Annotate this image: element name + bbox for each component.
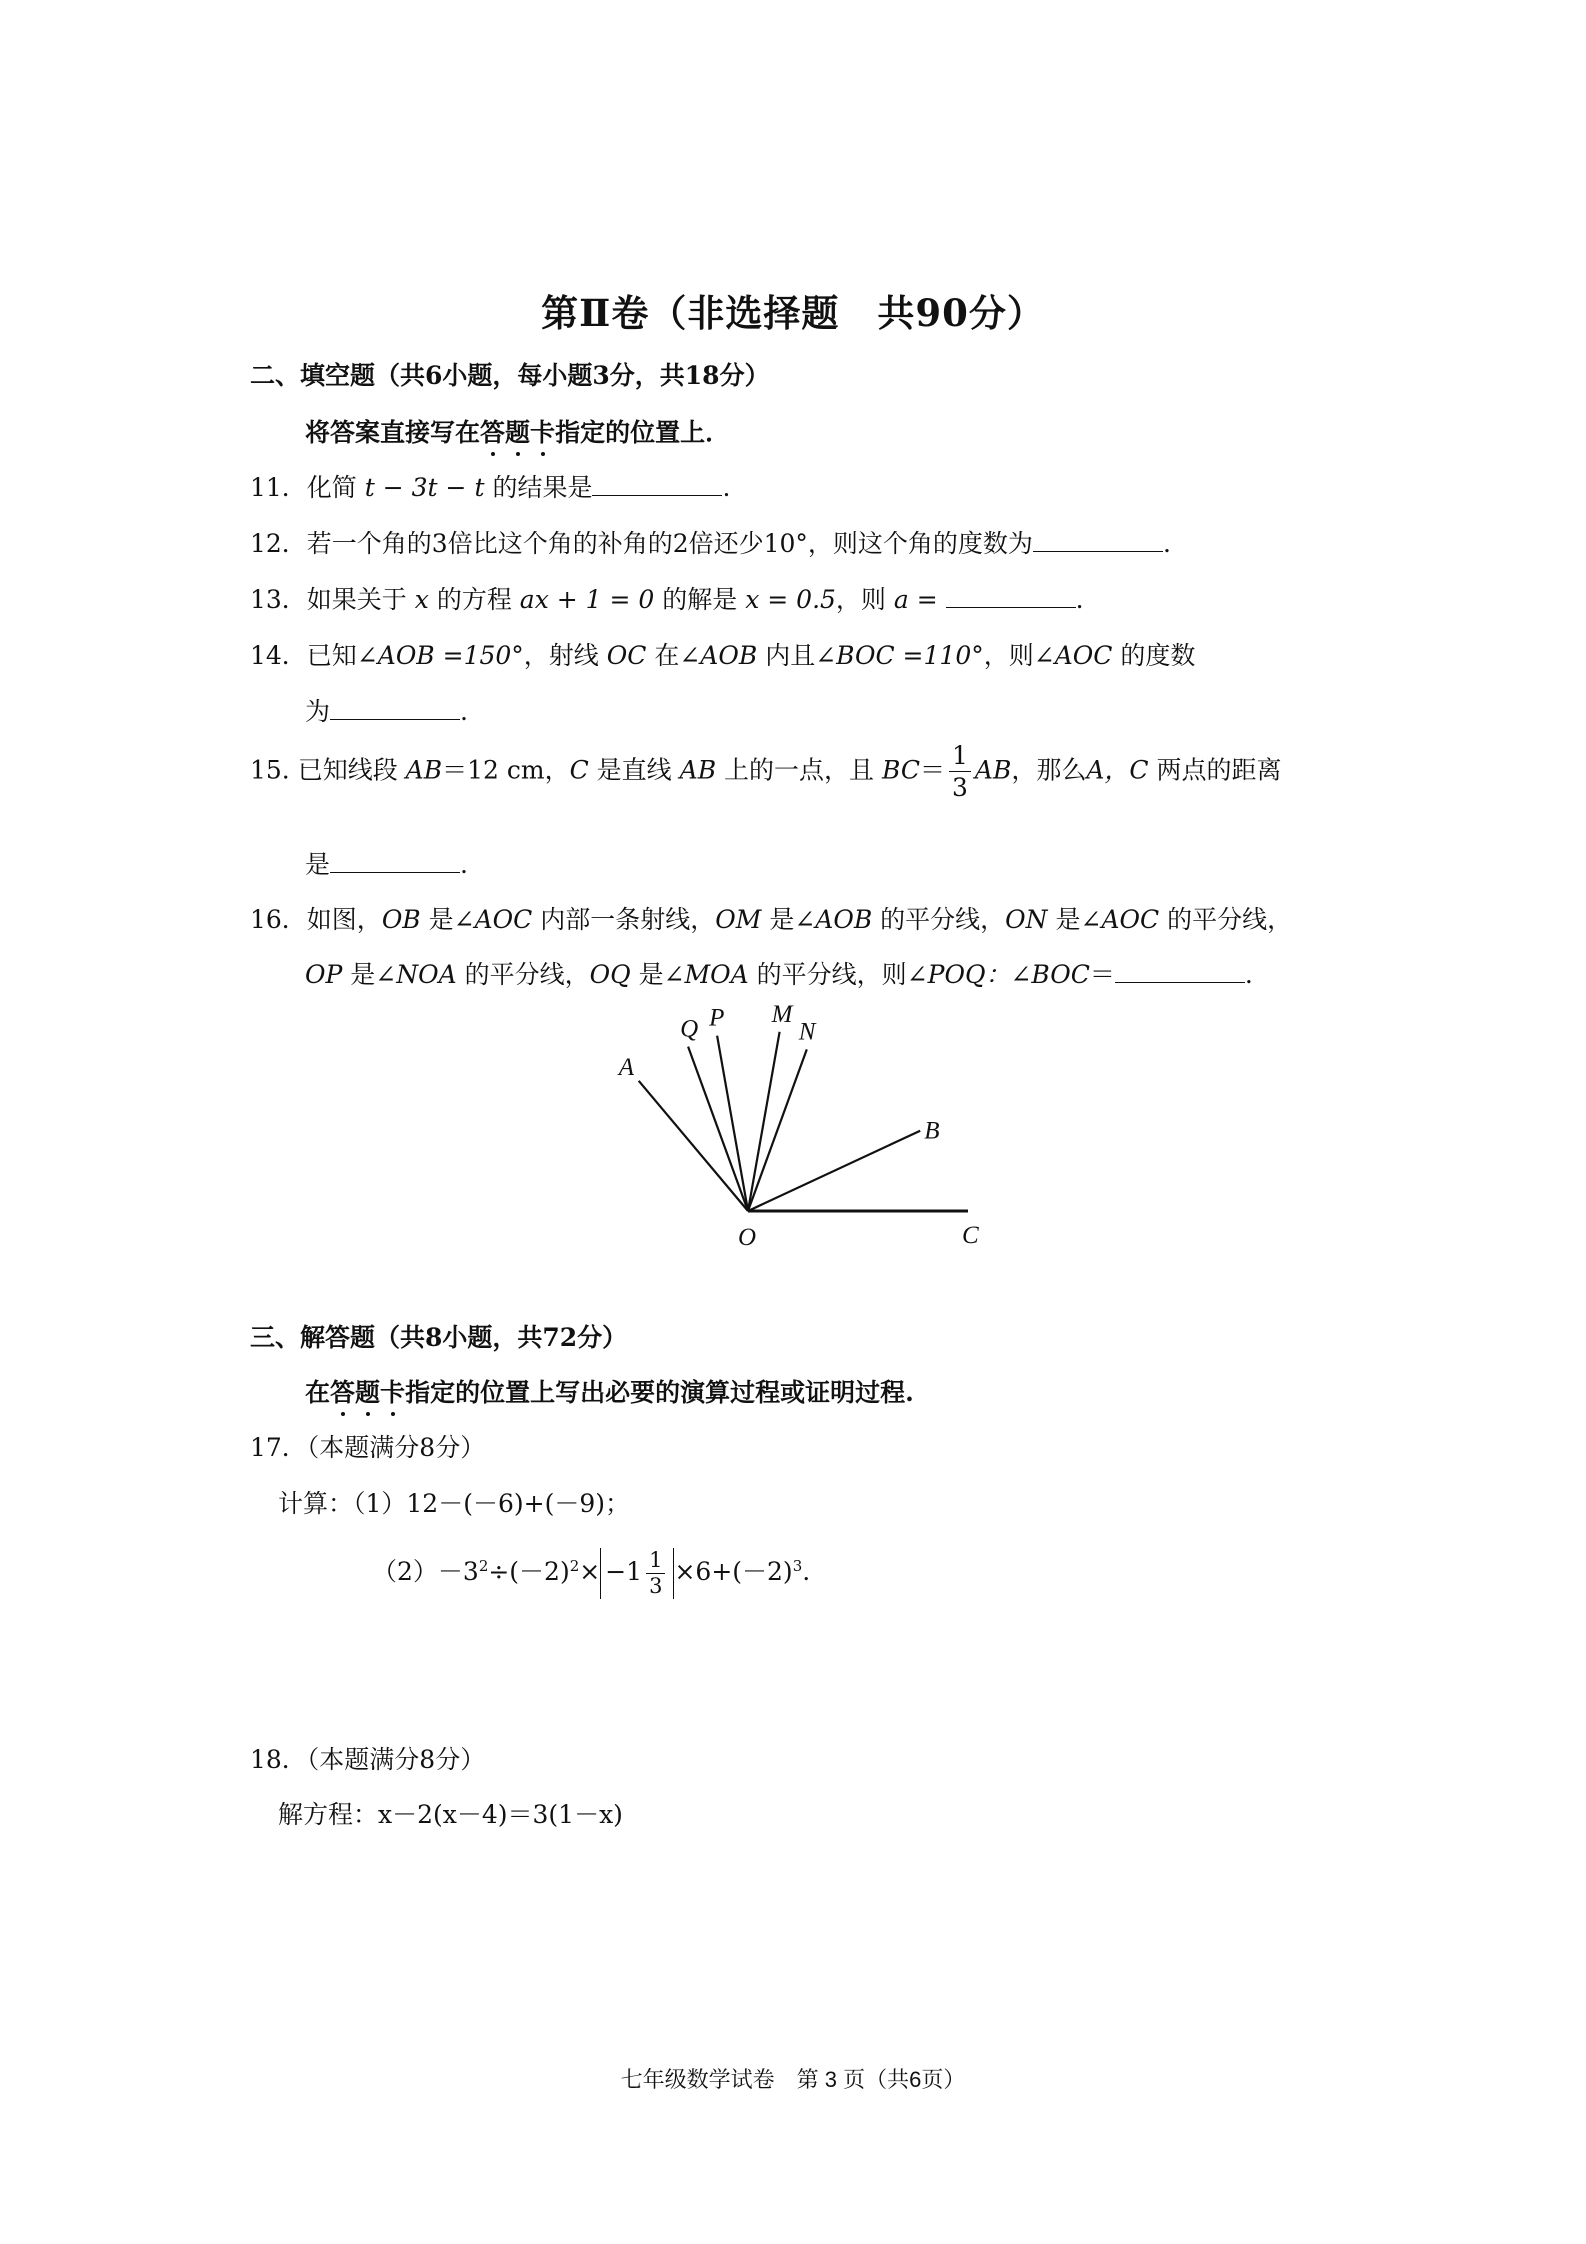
q15-ab3: AB	[974, 755, 1012, 785]
q13-solution: x = 0.5	[745, 585, 836, 614]
q17-sup1: 2	[478, 1556, 489, 1575]
q11-pre: 11．化简	[250, 473, 357, 502]
label-P: P	[709, 1004, 725, 1032]
instr-pre: 将答案直接写在	[305, 418, 481, 447]
figure-rays	[639, 1032, 968, 1211]
emphasis-char: 答	[330, 1378, 356, 1407]
q17-p2-b: ×	[579, 1557, 601, 1587]
q17-p2-end: .	[802, 1557, 811, 1587]
q17-sup2: 2	[569, 1556, 580, 1575]
q17-p2-pre: （2）－3	[372, 1557, 479, 1587]
section2-heading: 二、填空题（共6小题，每小题3分，共18分）	[250, 361, 770, 390]
q13-end: .	[1075, 585, 1084, 614]
label-B: B	[924, 1117, 940, 1145]
q16-answer-blank[interactable]	[1115, 962, 1245, 983]
q14-m3: 内且	[765, 641, 816, 670]
q16-ob: OB	[381, 905, 421, 934]
q15-m1: ＝12 cm，	[442, 755, 570, 785]
q15-bc: BC	[882, 755, 920, 785]
q16-m1: 是	[428, 905, 454, 934]
q17-abs-den: 3	[649, 1574, 663, 1599]
q14-pre: 14．已知	[250, 641, 357, 670]
label-C: C	[962, 1222, 979, 1249]
q16-oq: OQ	[589, 960, 631, 989]
emphasis-char: 题	[505, 418, 531, 447]
q16-aoc2: ∠AOC	[1080, 905, 1160, 934]
q11-answer-blank[interactable]	[592, 475, 722, 496]
question-16	[250, 900, 1292, 936]
q16-m10: 的平分线，则	[756, 960, 907, 989]
ray-q	[688, 1047, 748, 1211]
q13-mid2: 的解是	[662, 585, 738, 614]
q16-m11: ＝	[1089, 960, 1115, 989]
label-O: O	[738, 1224, 757, 1251]
q15-m4: ＝	[919, 755, 945, 785]
emphasis-char: 题	[355, 1378, 381, 1407]
q14-angle-aoc: ∠AOC	[1033, 641, 1113, 670]
q11-end: .	[722, 473, 731, 502]
q15-fraction	[949, 740, 971, 804]
q13-mid3: ，则	[835, 585, 886, 614]
angle-figure	[560, 995, 1020, 1265]
q14-m1: ，射线	[523, 641, 599, 670]
q18-body: 解方程：x－2(x－4)＝3(1－x)	[278, 1800, 623, 1829]
q16-aoc: ∠AOC	[453, 905, 533, 934]
q14-end: .	[460, 697, 468, 726]
q15-m2: 是直线	[596, 755, 672, 785]
q15-m3: 上的一点，且	[724, 755, 875, 785]
q13-mid1: 的方程	[436, 585, 512, 614]
q16-m9: 是	[638, 960, 664, 989]
q16-ratio: ∠POQ：∠BOC	[906, 960, 1090, 989]
label-A: A	[618, 1053, 634, 1081]
q16-om: OM	[715, 905, 762, 934]
q15-pre: 15. 已知线段	[250, 755, 398, 785]
q15-ab: AB	[405, 755, 443, 785]
q17-part2	[372, 1548, 810, 1599]
q16-m2: 内部一条射线，	[540, 905, 716, 934]
label-M: M	[771, 1000, 793, 1028]
q16-op: OP	[305, 960, 343, 989]
question-14-line2	[305, 692, 468, 728]
q14-ray-oc: OC	[606, 641, 647, 670]
emphasis-char: 卡	[530, 418, 556, 447]
label-Q: Q	[680, 1015, 699, 1043]
q17-p2-c: ×6+(－2)	[674, 1557, 793, 1587]
q17-p2-a: ÷(－2)	[488, 1557, 570, 1587]
q16-m5: 是	[1055, 905, 1081, 934]
q14-angle-boc: ∠BOC =110°	[815, 641, 984, 670]
q17-abs-num: 1	[646, 1548, 665, 1574]
answer-card-emphasis	[480, 418, 555, 447]
q15-m5: ，那么	[1011, 755, 1087, 785]
q15-ab2: AB	[679, 755, 717, 785]
question-12	[250, 524, 1171, 560]
q16-m3: 是	[769, 905, 795, 934]
answer-card-emphasis-2	[330, 1378, 405, 1407]
q16-m8: 的平分线，	[464, 960, 590, 989]
q16-pre: 16．如图，	[250, 905, 382, 934]
q13-answer-blank[interactable]	[946, 587, 1076, 608]
q17-abs-sign: −1	[605, 1557, 643, 1587]
q16-m6: 的平分线，	[1167, 905, 1293, 934]
q13-equation: ax + 1 = 0	[519, 585, 655, 614]
q14-answer-blank[interactable]	[330, 699, 460, 720]
q14-m2: 在	[654, 641, 680, 670]
page-title: 第Ⅱ卷（非选择题 共90分）	[541, 291, 1045, 335]
q16-noa: ∠NOA	[375, 960, 457, 989]
ray-p	[717, 1036, 748, 1211]
q15-line2-text: 是	[305, 850, 331, 879]
q16-m4: 的平分线，	[880, 905, 1006, 934]
label-N: N	[798, 1018, 816, 1046]
question-15	[250, 740, 1282, 804]
q12-end: .	[1162, 529, 1171, 558]
q16-aob: ∠AOB	[794, 905, 873, 934]
q16-moa: ∠MOA	[663, 960, 749, 989]
q14-angle-aob: ∠AOB =150°	[356, 641, 524, 670]
q18-header: 18．（本题满分8分）	[250, 1745, 486, 1774]
ray-m	[748, 1032, 780, 1211]
instr3-post: 指定的位置上写出必要的演算过程或证明过程.	[405, 1378, 914, 1407]
q12-answer-blank[interactable]	[1033, 531, 1163, 552]
q14-m5: 的度数	[1120, 641, 1196, 670]
ray-a	[639, 1081, 748, 1211]
q14-m4: ，则	[983, 641, 1034, 670]
q15-ac: A，C	[1086, 755, 1149, 785]
question-11	[250, 468, 730, 504]
emphasis-char: 答	[480, 418, 506, 447]
q16-on: ON	[1005, 905, 1048, 934]
q15-frac-num: 1	[949, 740, 971, 772]
section3-instruction	[305, 1373, 914, 1409]
q12-text: 12．若一个角的3倍比这个角的补角的2倍还少10°，则这个角的度数为	[250, 529, 1033, 558]
q15-answer-blank[interactable]	[330, 852, 460, 873]
q15-end: .	[460, 850, 468, 879]
q16-end: .	[1244, 960, 1253, 989]
page-footer: 七年级数学试卷 第 3 页（共6页）	[620, 2067, 966, 2092]
q17-absolute-value	[600, 1548, 674, 1599]
question-13	[250, 580, 1084, 616]
q15-c: C	[569, 755, 589, 785]
section3-heading: 三、解答题（共8小题，共72分）	[250, 1323, 628, 1352]
q13-var-a: a =	[893, 585, 938, 614]
q17-header: 17．（本题满分8分）	[250, 1433, 486, 1462]
question-16-line2	[305, 955, 1253, 991]
q11-expr: t − 3t − t	[364, 473, 485, 502]
q15-frac-den: 3	[951, 773, 968, 803]
q13-pre: 13．如果关于	[250, 585, 407, 614]
q15-m6: 两点的距离	[1156, 755, 1282, 785]
emphasis-char: 卡	[380, 1378, 406, 1407]
question-14	[250, 636, 1195, 672]
instr3-pre: 在	[305, 1378, 331, 1407]
instr-post: 指定的位置上．	[555, 418, 731, 447]
q16-m7: 是	[350, 960, 376, 989]
q17-part1: 计算：（1）12－(－6)+(－9)；	[278, 1489, 630, 1518]
q13-var-x: x	[414, 585, 429, 614]
q14-line2-text: 为	[305, 697, 331, 726]
q17-sup3: 3	[792, 1556, 803, 1575]
q14-angle-aob2: ∠AOB	[679, 641, 758, 670]
q11-post: 的结果是	[492, 473, 593, 502]
section2-instruction	[305, 413, 730, 449]
q17-mixed-fraction	[646, 1548, 665, 1599]
question-15-line2	[305, 845, 468, 881]
